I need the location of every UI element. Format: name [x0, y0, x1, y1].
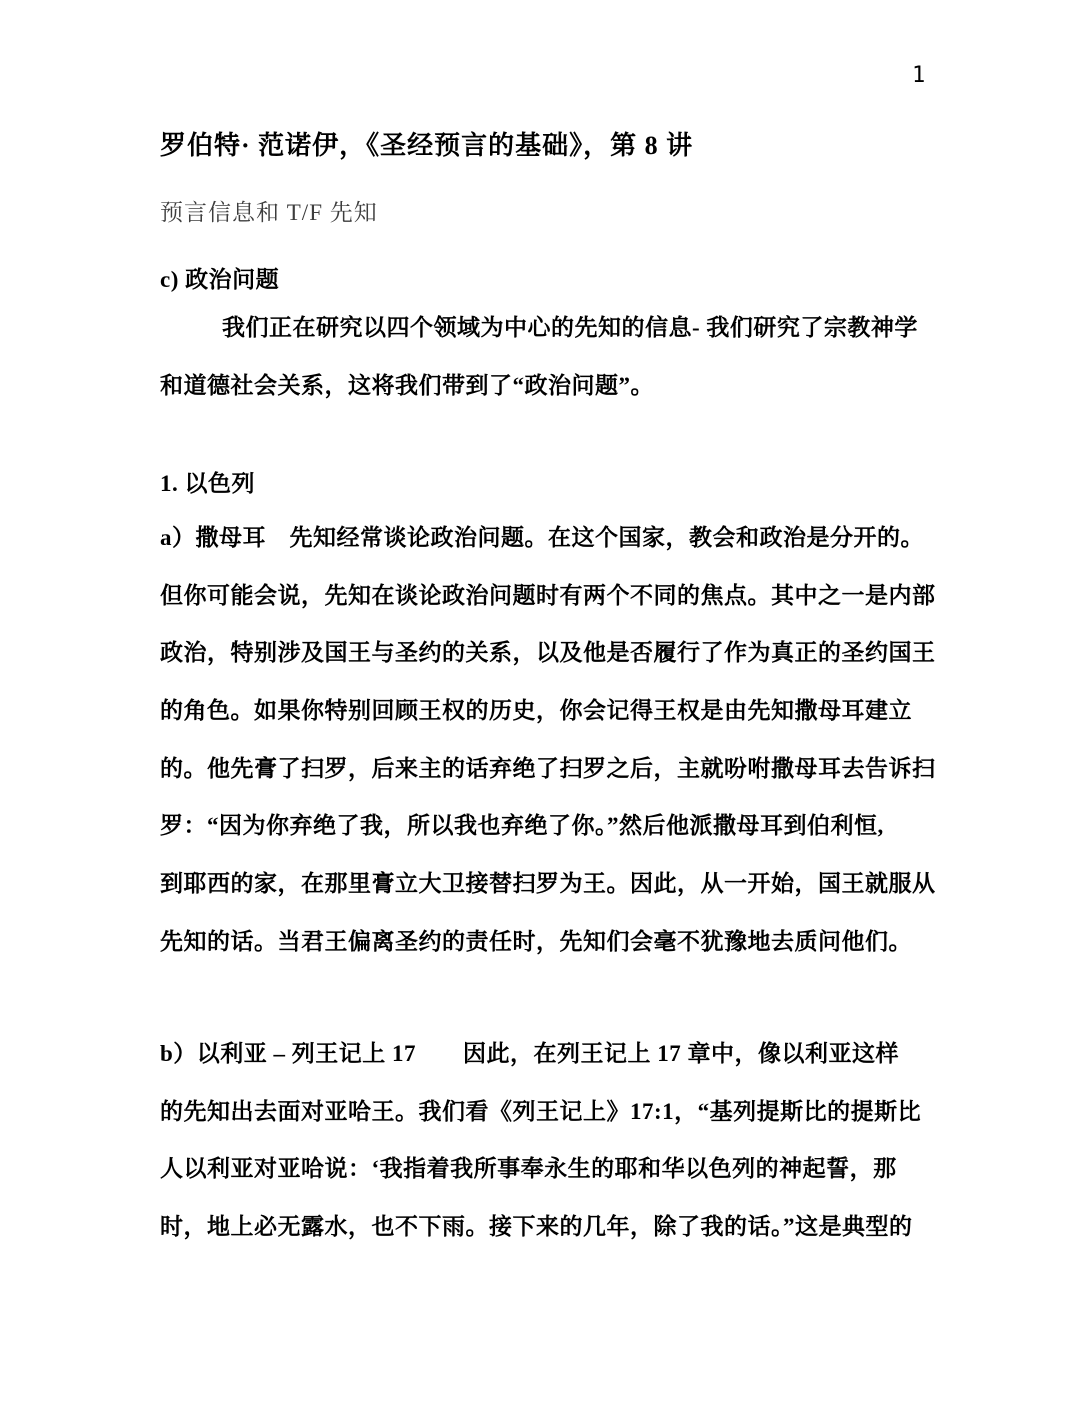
israel-heading-text: 1. 以色列 [160, 471, 255, 496]
text-line: 的角色。如果你特别回顾王权的历史，你会记得王权是由先知撒母耳建立 [160, 698, 912, 724]
text-line: 但你可能会说，先知在谈论政治问题时有两个不同的焦点。其中之一是内部 [160, 582, 936, 608]
text-line: b）以利亚 – 列王记上 17 因此，在列王记上 17 章中，像以利亚这样 [160, 1041, 900, 1066]
text-line: 人以利亚对亚哈说：‘我指着我所事奉永生的耶和华以色列的神起誓，那 [160, 1156, 897, 1182]
text-line: 和道德社会关系，这将我们带到了“政治问题”。 [160, 372, 654, 398]
document-title: 罗伯特· 范诺伊，《圣经预言的基础》，第 8 讲 [160, 131, 694, 160]
text-line: 罗：“因为你弃绝了我，所以我也弃绝了你。”然后他派撒母耳到伯利恒, [160, 813, 884, 839]
text-line: a）撒母耳 先知经常谈论政治问题。在这个国家，教会和政治是分开的。 [160, 525, 924, 550]
text-line: 先知的话。当君王偏离圣约的责任时，先知们会毫不犹豫地去质问他们。 [160, 928, 912, 954]
text-line: 到耶西的家，在那里膏立大卫接替扫罗为王。因此，从一开始，国王就服从 [160, 871, 936, 897]
samuel-paragraph [160, 509, 935, 971]
text-line: 的。他先膏了扫罗，后来主的话弃绝了扫罗之后，主就吩咐撒母耳去告诉扫 [160, 755, 936, 781]
text-line: 我们正在研究以四个领域为中心的先知的信息- 我们研究了宗教神学 [222, 315, 918, 340]
document-subtitle: 预言信息和 T/F 先知 [160, 200, 378, 225]
text-line: 时，地上必无露水，也不下雨。接下来的几年，除了我的话。”这是典型的 [160, 1214, 913, 1240]
page-number: 1 [912, 63, 926, 88]
israel-list-heading [160, 455, 930, 513]
section-c-heading: c) 政治问题 [160, 267, 280, 292]
elijah-paragraph [160, 1025, 935, 1256]
text-line: 政治，特别涉及国王与圣约的关系，以及他是否履行了作为真正的圣约国王 [160, 640, 936, 666]
intro-paragraph [160, 299, 935, 414]
text-line: 的先知出去面对亚哈王。我们看《列王记上》17:1，“基列提斯比的提斯比 [160, 1098, 922, 1124]
